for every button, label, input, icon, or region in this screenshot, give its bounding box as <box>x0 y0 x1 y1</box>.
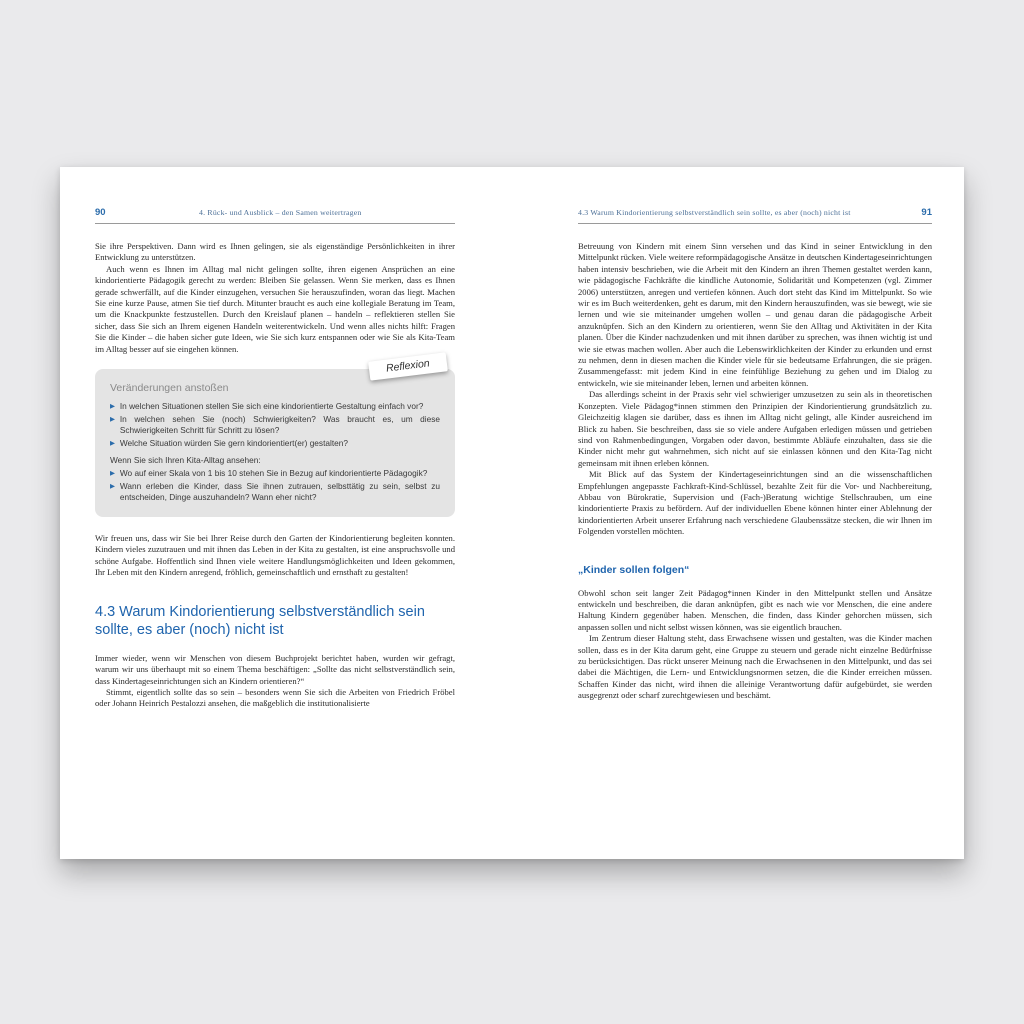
bullet-text: In welchen Situationen stellen Sie sich eine kindorientierte Gestaltung einfach vor? <box>119 401 424 412</box>
reflection-interlude: Wenn Sie sich Ihren Kita-Alltag ansehen: <box>110 455 261 466</box>
paragraph: Immer wieder, wenn wir Menschen von diesem Buchprojekt berichtet haben, wurden wir gefragt, warum wir uns überhaupt mit so einem Thema beschäftigen: „Sollte das nicht selbstverständlich sein, dass Kindertageseinrichtungen sich an Kindern orientieren?“ <box>95 652 455 686</box>
triangle-bullet-icon: ▶ <box>110 470 115 478</box>
paragraph: Im Zentrum dieser Haltung steht, dass Erwachsene wissen und gestalten, was die Kinder machen sollen, dass es in der Kita darum geht, eine Gruppe zu steuern und gerade nicht einzelne Bedürfnisse zu berücksichtigen. Das rückt unserer Meinung nach die Erwachsenen in den Mittelpunkt, und das sei dabei die Mächtigen, die Lern- und Entwicklungsnormen setzen, die die Kinder erreichen müssen. Schaffen Kinder das nicht, wird ihnen die alleinige Verantwortung dafür aufgebürdet, sie werden ausgegrenzt oder scharf zurechtgewiesen und beschämt. <box>578 633 932 701</box>
page-header-left <box>95 207 455 218</box>
reflection-box-title: Veränderungen anstoßen <box>110 382 229 395</box>
list-item <box>110 481 440 503</box>
page-left <box>60 167 512 859</box>
section-heading: 4.3 Warum Kindorientierung selbstverständlich sein sollte, es aber (noch) nicht ist <box>95 603 425 639</box>
paragraph: Wir freuen uns, dass wir Sie bei Ihrer Reise durch den Garten der Kindorientierung begleiten konnten. Kindern vieles zuzutrauen und mit ihnen das Leben in der Kita zu gestalten, ist eine anspruchsvolle und schöne Aufgabe. Hoffentlich sind Ihnen viele weitere Handlungsmöglichkeiten und Ideen gekommen, Ihr Leben mit den Kindern anregend, fröhlich, gemeinschaftlich und ernsthaft zu gestalten! <box>95 533 455 578</box>
paragraph: Betreuung von Kindern mit einem Sinn versehen und das Kind in seiner Entwicklung in den Mittelpunkt rücken. Viele weitere reformpädagogische Ansätze in deutschen Kindertageseinrichtungen haben intensiv beschrieben, wie die Arbeit mit den Kindern an ihren Themen gestaltet werden kann, wie pädagogische Fachkräfte die kindliche Autonomie, Solidarität und Kompetenzen (vgl. Zimmer 2006) unterstützen, anregen und vertiefen können. Auch dort steht das Kind im Mittelpunkt. So wie wir es im Buch weiterdenken, geht es darum, mit den Kindern herauszufinden, was sie bewegt, wie sie lernen und wie sie miteinander umgehen wollen – und genau daran die pädagogische Arbeit anzuknüpfen. Sich an den Kindern zu orientieren, wenn Sie den Alltag und Aktivitäten in der Kita planen. Über die Kinder nachzudenken und mit ihnen darüber zu sprechen, was ihnen wichtig ist und wie sie etwas machen wollen. Aber auch die Lebenswirklichkeiten der Kinder zu erkunden und ernst zu nehmen, denn in diesen machen die Kinder viele für sie bedeutsame Erfahrungen, die sie prägen. Zusammengefasst: mit jedem Kind in eine feinfühlige Beziehung zu gehen und im Dialog zu entwickeln, wie sie miteinander leben, lernen und arbeiten können. <box>578 241 932 388</box>
bullet-text: Welche Situation würden Sie gern kindorientiert(er) gestalten? <box>119 438 348 449</box>
triangle-bullet-icon: ▶ <box>110 440 115 448</box>
header-rule-left <box>95 223 455 224</box>
paragraph: Stimmt, eigentlich sollte das so sein – besonders wenn Sie sich die Arbeiten von Friedrich Fröbel oder Johann Heinrich Pestalozzi ansehen, die maßgeblich die institutionalisierte <box>95 686 455 709</box>
reflexion-tab-label: Reflexion <box>368 352 448 380</box>
page-right <box>512 167 964 859</box>
list-item <box>110 438 440 449</box>
running-head-right: 4.3 Warum Kindorientierung selbstverständlich sein sollte, es aber (noch) nicht ist <box>578 208 851 217</box>
subsection-heading: „Kinder sollen folgen“ <box>578 563 690 576</box>
paragraph: Obwohl schon seit langer Zeit Pädagog*innen Kinder in den Mittelpunkt stellen und Ansätze entwickeln und beschreiben, die daran anknüpfen, gibt es nach wie vor Menschen, die eine andere Haltung Kindern gegenüber haben. Menschen, die finden, dass Kinder gehorchen müssen, sich anpassen sollen und nicht selbst wissen können, was sie eigentlich brauchen. <box>578 587 932 632</box>
triangle-bullet-icon: ▶ <box>110 403 115 411</box>
bullet-text: Wo auf einer Skala von 1 bis 10 stehen Sie in Bezug auf kindorientierte Pädagogik? <box>119 468 428 479</box>
list-item <box>110 401 440 412</box>
paragraph: Das allerdings scheint in der Praxis sehr viel schwieriger umzusetzen zu sein als in theoretischen Konzepten. Viele Pädagog*innen stimmen den Prinzipien der Kindorientierung grundsätzlich zu. Gleichzeitig klagen sie darüber, dass es ihnen im Alltag nicht gelingt, alle Kinder ausreichend im Blick zu haben. Sie beschreiben, dass sie so viele andere Aufgaben erledigen müssen und getrieben sind von Rahmenbedingungen, Vorgaben oder davon, bestimmte Abläufe einzuhalten, dass sie die Kinder nicht mehr gut wahrnehmen, sich nicht auf sie einlassen können und den Kita-Tag nicht gemeinsam mit ihnen erleben können. <box>578 389 932 468</box>
bullet-text: In welchen sehen Sie (noch) Schwierigkeiten? Was braucht es, um diese Schwierigkeiten Schritt für Schritt zu lösen? <box>119 414 440 436</box>
triangle-bullet-icon: ▶ <box>110 483 115 491</box>
header-rule-right <box>578 223 932 224</box>
paragraph: Sie ihre Perspektiven. Dann wird es Ihnen gelingen, sie als eigenständige Persönlichkeiten in ihrer Entwicklung zu unterstützen. <box>95 241 455 263</box>
page-number-right: 91 <box>921 207 932 218</box>
book-spread <box>60 167 964 859</box>
paragraph: Mit Blick auf das System der Kindertageseinrichtungen sind an die wissenschaftlichen Empfehlungen angepasste Fachkraft-Kind-Schlüssel, bezahlte Zeit für die Vor- und Nachbereitung, Abbau von Bürokratie, Supervision und (Fach-)Beratung wichtige Stellschrauben, um eine kindorientierte Praxis zu befördern. Auf der individuellen Ebene können hinter einer Ablehnung der kindorientierten Arbeit unserer Erfahrung nach verschiedene Glaubenssätze stecken, die wir Ihnen im Folgenden vorstellen möchten. <box>578 469 932 537</box>
reflection-box <box>95 357 455 517</box>
paragraph: Auch wenn es Ihnen im Alltag mal nicht gelingen sollte, ihren eigenen Ansprüchen an eine kindorientierte Pädagogik gerecht zu werden: Bleiben Sie gelassen. Wenn Sie merken, dass es Ihnen gerade schwerfällt, auf die Kinder einzugehen, versuchen Sie herauszufinden, woran das liegt. Machen Sie eine kurze Pause, atmen Sie tief durch. Mitunter braucht es auch eine kollegiale Beratung im Team, um die Knackpunkte festzustellen. Durch den Kreislauf planen – handeln – reflektieren stellen Sie sicher, dass Sie sich an Ihrem eigenen Handeln weiterentwickeln. Und wenn alles nichts hilft: Fragen Sie die Kinder – die haben sicher gute Ideen, wie Sie sich kurz entspannen oder wie Sie als Kita-Team im Alltag besser auf sie eingehen können. <box>95 263 455 354</box>
triangle-bullet-icon: ▶ <box>110 416 115 424</box>
bullet-text: Wann erleben die Kinder, dass Sie ihnen zutrauen, selbsttätig zu sein, selbst zu entscheiden, Dinge auszuhandeln? Wann eher nicht? <box>119 481 440 503</box>
reflection-bullet-list-2 <box>110 468 440 503</box>
page-number-left: 90 <box>95 207 106 218</box>
list-item <box>110 468 440 479</box>
list-item <box>110 414 440 436</box>
page-header-right <box>578 207 932 218</box>
reflection-bullet-list-1 <box>110 401 440 449</box>
running-head-left: 4. Rück- und Ausblick – den Samen weitertragen <box>199 208 362 217</box>
